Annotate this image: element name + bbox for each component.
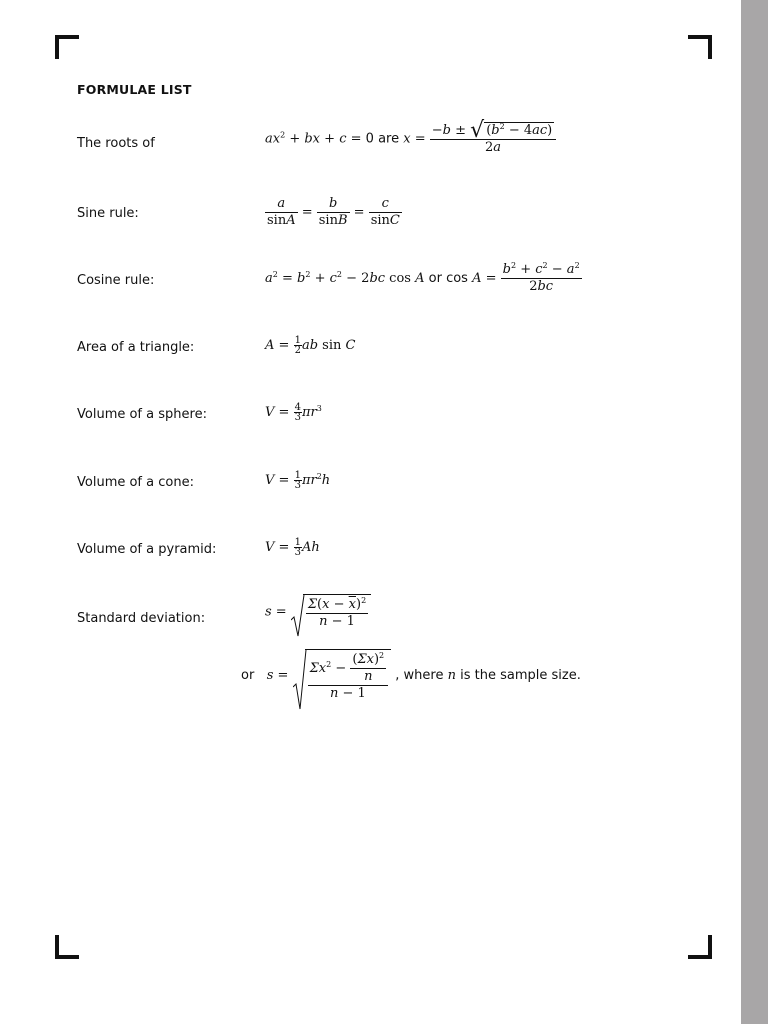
area-triangle-formula: A = $\frac{1}{2}$ ab sin C [265, 335, 356, 356]
page-title: FORMULAE LIST [77, 82, 192, 97]
word-are: are [378, 131, 400, 147]
crop-mark-top-left [55, 35, 79, 59]
quadratic-formula: $ax^2$ + bx + c = 0 are x = $\frac{-b \pm √ (b^2 - 4ac)}{2a}$ [265, 122, 556, 156]
page-edge-bar [741, 0, 768, 1024]
word-or-stdev: or [241, 668, 255, 683]
word-or-cosine: or [428, 271, 442, 286]
volume-cone-formula: V = $\frac{1}{3}$ $\pi r^2h$ [265, 470, 331, 491]
label-volume-sphere: Volume of a sphere: [77, 407, 207, 422]
label-roots: The roots of [77, 136, 155, 151]
volume-pyramid-formula: V = $\frac{1}{3}$ Ah [265, 537, 320, 558]
crop-mark-bottom-right [688, 935, 712, 959]
label-cosine-rule: Cosine rule: [77, 273, 155, 288]
label-volume-cone: Volume of a cone: [77, 475, 194, 490]
stdev-formula-2: or s = $\Sigma x^2$ − $\frac{(\Sigma x)^2}{n}$ n − 1 , where n is the sample size. [241, 649, 581, 702]
label-sine-rule: Sine rule: [77, 206, 139, 221]
stdev-formula-1: s = $\frac{\Sigma(x - \overline{x})^2}{n - 1}$ [265, 594, 371, 630]
crop-mark-top-right [688, 35, 712, 59]
label-standard-deviation: Standard deviation: [77, 611, 206, 626]
label-volume-pyramid: Volume of a pyramid: [77, 542, 217, 557]
crop-mark-bottom-left [55, 935, 79, 959]
cosine-rule-formula: $a^2 = b^2 + c^2 - 2bc$ cos A or cos A = $\frac{b^2 + c^2 - a^2}{2bc}$ [265, 261, 580, 294]
label-area-triangle: Area of a triangle: [77, 340, 195, 355]
sine-rule-formula: $\frac{a}{\sin A}$ = $\frac{b}{\sin B}$ = $\frac{c}{\sin C}$ [267, 196, 400, 228]
volume-sphere-formula: V = $\frac{4}{3}$ $\pi r^3$ [265, 402, 322, 423]
